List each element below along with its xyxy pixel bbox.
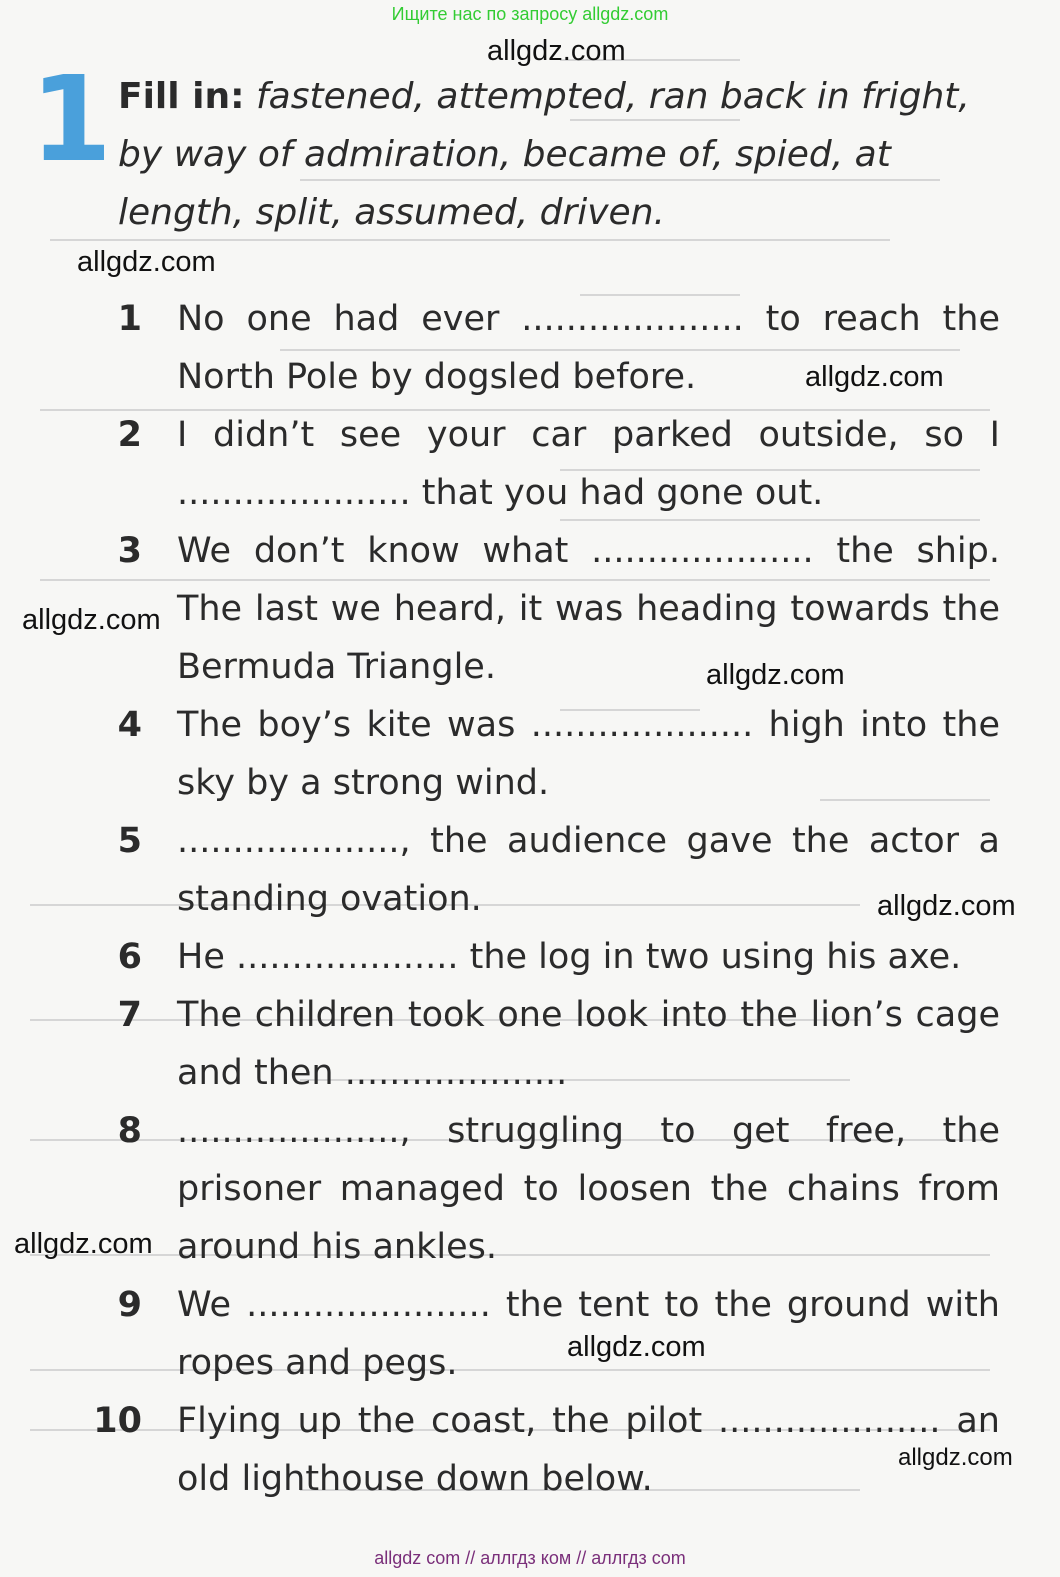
top-banner[interactable]: Ищите нас по запросу allgdz.com xyxy=(391,4,669,24)
item-number: 3 xyxy=(117,531,142,571)
item-number: 10 xyxy=(93,1401,142,1441)
instruction-word-list: fastened, attempted, ran back in fright, by way of admiration, became of, spied, at length, split, assumed, driven. xyxy=(118,76,970,233)
watermark: allgdz.com xyxy=(805,361,944,393)
watermark: allgdz.com xyxy=(706,659,845,691)
item-text: We don’t know what .................... the ship. The last we heard, it was heading towards the Bermuda Triangle. xyxy=(177,531,1000,687)
exercise-number: 1 xyxy=(30,50,113,188)
watermark: allgdz.com xyxy=(14,1228,153,1260)
item-text: Flying up the coast, the pilot .................... an old lighthouse down below. xyxy=(177,1401,1000,1499)
item-text: He .................... the log in two using his axe. xyxy=(177,937,962,977)
item-number: 5 xyxy=(117,821,142,861)
item-text: The children took one look into the lion’s cage and then .................... xyxy=(177,995,1000,1093)
footer-links[interactable]: allgdz com // аллгдз ком // аллгдз com xyxy=(374,1548,686,1568)
watermark: allgdz.com xyxy=(77,246,216,278)
item-number: 8 xyxy=(117,1111,142,1151)
item-text: We ...................... the tent to the ground with ropes and pegs. xyxy=(177,1285,1000,1383)
item-number: 7 xyxy=(117,995,142,1035)
item-text: ...................., the audience gave the actor a standing ovation. xyxy=(177,821,1000,919)
exercise-instruction xyxy=(118,68,998,242)
item-number: 6 xyxy=(117,937,142,977)
item-number: 2 xyxy=(117,415,142,455)
item-number: 1 xyxy=(117,299,142,339)
item-text: The boy’s kite was .................... high into the sky by a strong wind. xyxy=(177,705,1000,803)
instruction-lead: Fill in: xyxy=(118,76,245,117)
item-text: No one had ever .................... to reach the North Pole by dogsled before. xyxy=(177,299,1000,397)
watermark: allgdz.com xyxy=(487,35,626,67)
item-number: 9 xyxy=(117,1285,142,1325)
watermark: allgdz.com xyxy=(22,604,161,636)
watermark: allgdz.com xyxy=(877,890,1016,922)
item-number: 4 xyxy=(117,705,142,745)
item-text: I didn’t see your car parked outside, so I ..................... that you had gone out. xyxy=(177,415,1000,513)
item-text: ...................., struggling to get free, the prisoner managed to loosen the chains from around his ankles. xyxy=(177,1111,1000,1267)
watermark: allgdz.com xyxy=(898,1444,1013,1471)
watermark: allgdz.com xyxy=(567,1331,706,1363)
